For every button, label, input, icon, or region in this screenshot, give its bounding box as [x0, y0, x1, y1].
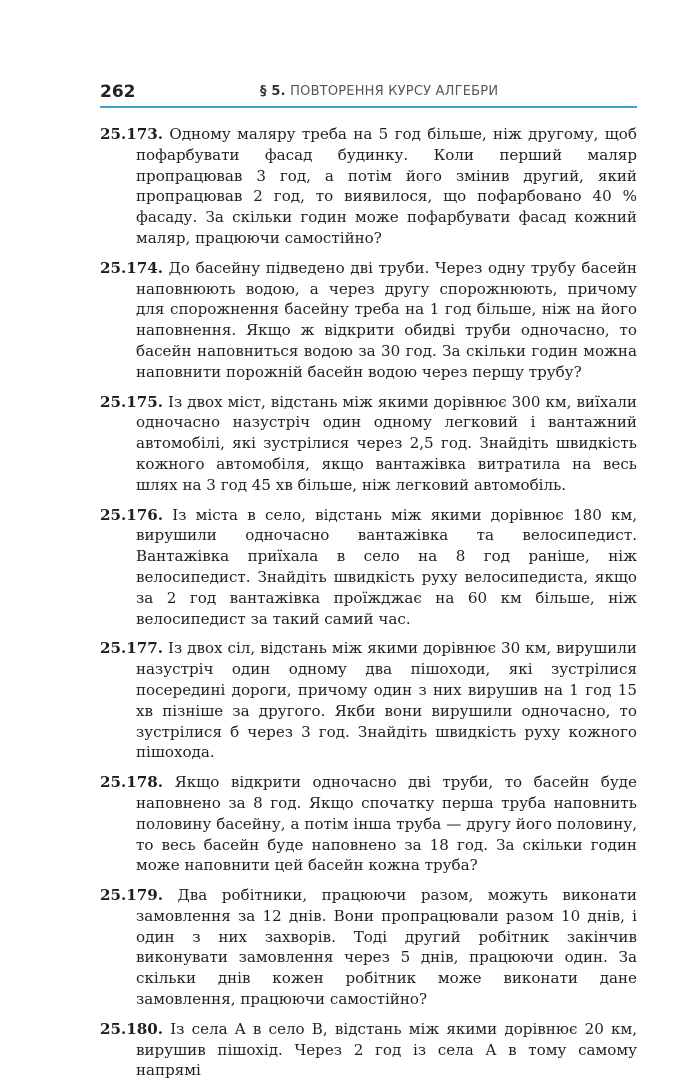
- problem-text: Із міста в село, відстань між якими дорівнює 180 км, вирушили одночасно вантажівка та велосипедист. Вантажівка приїхала в село на 8 год раніше, ніж велосипедист. Знайдіть швидкість руху велосипедиста, якщо за 2 год вантажівка проїжджає на 60 км більше, ніж велосипедист за такий самий час.: [136, 505, 637, 628]
- problem-25-173: [100, 124, 637, 249]
- problem-number: 25.179.: [100, 886, 164, 905]
- section-mark: § 5.: [260, 84, 286, 99]
- page-number: 262: [100, 82, 136, 102]
- problem-number: 25.174.: [100, 258, 164, 277]
- problem-text: Із двох сіл, відстань між якими дорівнює 30 км, вирушили назустріч один одному два пішоходи, які зустрілися посередині дороги, причому один з них вирушив на 1 год 15 хв пізніше за другого. Якби вони вирушили одночасно, то зустрілися б через 3 год. Знайдіть швидкість руху кожного пішохода.: [136, 639, 637, 762]
- problem-list: [100, 124, 637, 1090]
- problem-text: Якщо відкрити одночасно дві труби, то басейн буде наповнено за 8 год. Якщо спочатку перша труба наповнить половину басейну, а потім інша труба — другу його половину, то весь басейн буде наповнено за 18 год. За скільки годин може наповнити цей басейн кожна труба?: [136, 773, 637, 875]
- problem-25-178: [100, 772, 637, 876]
- problem-text: Одному маляру треба на 5 год більше, ніж другому, щоб пофарбувати фасад будинку. Коли перший маляр пропрацював 3 год, а потім його змінив другий, який пропрацював 2 год, то виявилося, що пофарбовано 40 % фасаду. За скільки годин може пофарбувати фасад кожний маляр, працюючи самостійно?: [136, 125, 637, 247]
- header-rule: [100, 106, 637, 108]
- problem-text: Два робітники, працюючи разом, можуть виконати замовлення за 12 днів. Вони пропрацювали разом 10 днів, і один з них захворів. Тоді другий робітник закінчив виконувати замовлення через 5 днів, працюючи один. За скільки днів кожен робітник може виконати дане замовлення, працюючи самостійно?: [136, 886, 637, 1009]
- section-title-text: ПОВТОРЕННЯ КУРСУ АЛГЕБРИ: [290, 84, 499, 99]
- section-title: [260, 84, 498, 99]
- problem-number: 25.175.: [100, 392, 164, 411]
- problem-25-177: [100, 638, 637, 763]
- page-header: [100, 82, 637, 108]
- problem-number: 25.173.: [100, 125, 164, 143]
- problem-25-176: [100, 505, 637, 630]
- problem-text: Із села A в село B, відстань між якими дорівнює 20 км, вирушив пішохід. Через 2 год із села A в тому самому напрямі: [136, 1019, 637, 1080]
- problem-number: 25.176.: [100, 505, 164, 524]
- problem-number: 25.177.: [100, 639, 164, 658]
- problem-number: 25.180.: [100, 1019, 164, 1038]
- problem-25-179: [100, 885, 637, 1010]
- problem-text: Із двох міст, відстань між якими дорівнює 300 км, виїхали одночасно назустріч один одному легковий і вантажний автомобілі, які зустрілися через 2,5 год. Знайдіть швидкість кожного автомобіля, якщо вантажівка витратила на весь шлях на 3 год 45 хв більше, ніж легковий автомобіль.: [136, 392, 637, 494]
- problem-25-175: [100, 392, 637, 496]
- problem-25-174: [100, 258, 637, 383]
- problem-text: До басейну підведено дві труби. Через одну трубу басейн наповнюють водою, а через другу спорожнюють, причому для спорожнення басейну треба на 1 год більше, ніж на його наповнення. Якщо ж відкрити обидві труби одночасно, то басейн наповниться водою за 30 год. За скільки годин можна наповнити порожній басейн водою через першу трубу?: [136, 258, 637, 381]
- problem-number: 25.178.: [100, 773, 164, 792]
- problem-25-180: [100, 1019, 637, 1081]
